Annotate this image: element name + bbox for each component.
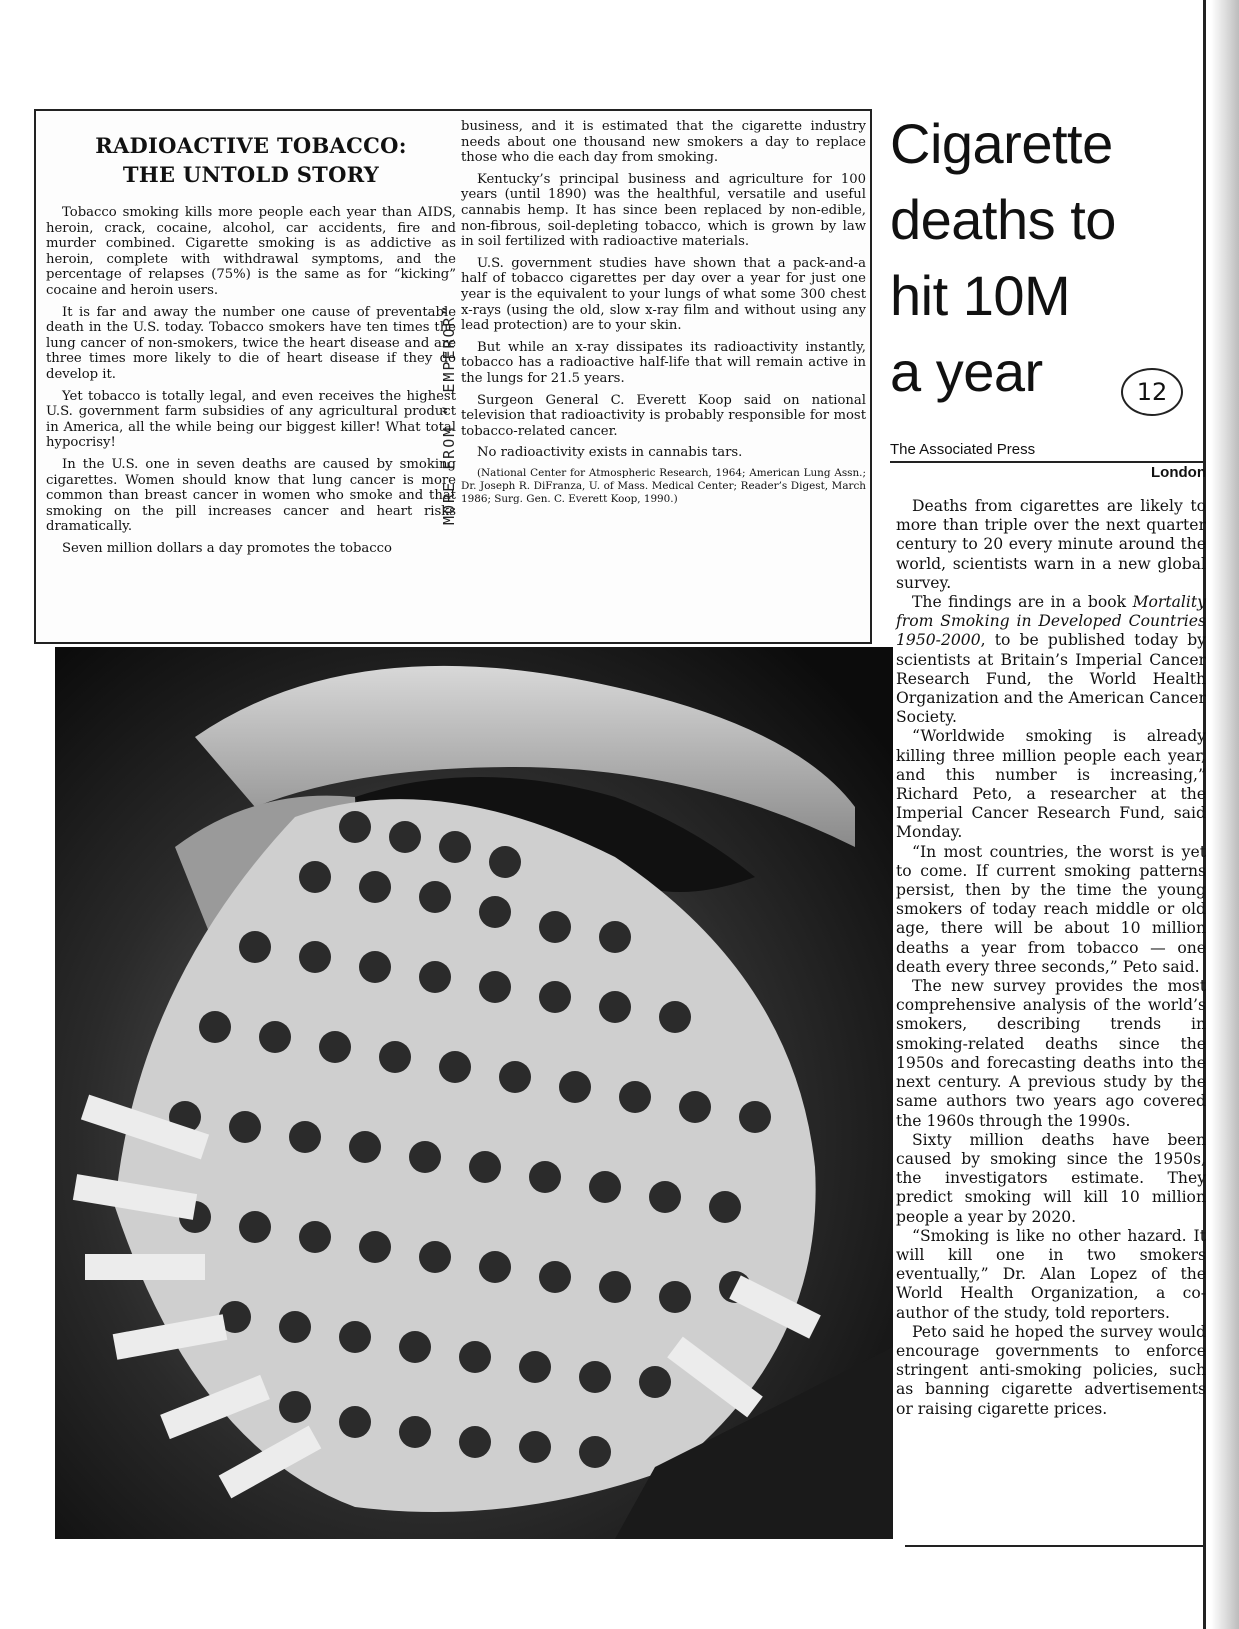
article-paragraph: Deaths from cigarettes are likely to more than triple over the next quarter century to 20 every minute around the world, scientists warn in a new global survey. (896, 497, 1206, 592)
byline-text: The Associated Press (890, 441, 1036, 458)
box-title-line-1: RADIOACTIVE TOBACCO: (95, 133, 407, 158)
box-paragraph: No radioactivity exists in cannabis tars. (477, 445, 743, 461)
box-paragraph: business, and it is estimated that the cigarette industry needs about one thousand new smokers a day to replace those who die each day from smoking. (461, 119, 866, 166)
article-headline (890, 106, 1210, 410)
article-body (896, 497, 1206, 1419)
handwritten-page-number: 12 (1121, 368, 1183, 416)
headline-line-3: hit 10M (890, 264, 1071, 327)
box-paragraph: Seven million dollars a day promotes the tobacco (62, 540, 392, 556)
article-paragraph: Peto said he hoped the survey would encourage governments to enforce stringent anti-smoking policies, such as banning cigarette advertisements or raising cigarette prices. (896, 1322, 1206, 1418)
byline-rule (890, 461, 1206, 463)
article-paragraph: “In most countries, the worst is yet to come. If current smoking patterns persist, then by the time the young smokers of today reach middle or old age, there will be about 10 million deaths a year from tobacco — one death every three seconds,” Peto said. (896, 842, 1206, 976)
book-title: Mortality from Smoking in Developed Countries 1950-2000 (896, 593, 1206, 650)
headline-line-1: Cigarette (890, 112, 1113, 175)
box-column-left (46, 117, 456, 562)
page-edge-shadow (1211, 0, 1239, 1629)
article-end-rule (905, 1545, 1205, 1547)
byline (890, 441, 1206, 458)
article-paragraph: “Worldwide smoking is already killing three million people each year, and this number is increasing,” Richard Peto, a researcher at the Imperial Cancer Research Fund, said Monday. (896, 727, 1206, 842)
box-sources: (National Center for Atmospheric Research, 1964; American Lung Assn.; Dr. Joseph R. DiFranza, U. of Mass. Medical Center; Reader’s Digest, March 1986; Surg. Gen. C. Everett Koop, 1990.) (461, 466, 866, 505)
article-paragraph: The new survey provides the most comprehensive analysis of the world’s smokers, describing trends in smoking-related deaths since the 1950s and forecasting deaths into the next century. A previous study by the same authors two years ago covered the 1960s through the 1990s. (896, 977, 1206, 1130)
dateline: London (1151, 464, 1206, 481)
box-paragraph: Surgeon General C. Everett Koop said on national television that radioactivity is probably responsible for most tobacco-related cancer. (461, 392, 866, 439)
article-paragraph-tail: , to be published today by scientists at Britain’s Imperial Cancer Research Fund, the World Health Organization and the American Cancer Society. (896, 631, 1206, 727)
box-paragraph: Yet tobacco is totally legal, and even receives the highest U.S. government farm subsidies of any agricultural product in America, all the while being our biggest killer! What total hypocrisy! (46, 388, 456, 451)
article-paragraph: Sixty million deaths have been caused by smoking since the 1950s, the investigators estimate. They predict smoking will kill 10 million people a year by 2020. (896, 1130, 1206, 1226)
article-paragraph: “Smoking is like no other hazard. It will kill one in two smokers eventually,” Dr. Alan Lopez of the World Health Organization, a co-author of the study, told reporters. (896, 1226, 1206, 1322)
box-paragraph: In the U.S. one in seven deaths are caused by smoking cigarettes. Women should know that lung cancer is more common than breast cancer in women who smoke and that smoking on the pill increases cancer and heart risks dramatically. (46, 456, 456, 535)
box-paragraph: But while an x-ray dissipates its radioactivity instantly, tobacco has a radioactive half-life that will remain active in the lungs for 21.5 years. (461, 339, 866, 386)
article-paragraph-lead: The findings are in a book (912, 593, 1127, 612)
box-column-right (461, 119, 866, 512)
box-paragraph: Kentucky’s principal business and agriculture for 100 years (until 1890) was the healthful, versatile and useful cannabis hemp. It has since been replaced by non-edible, non-fibrous, soil-depleting tobacco, which is grown by law in soil fertilized with radioactive materials. (461, 171, 866, 250)
box-title-line-2: THE UNTOLD STORY (122, 162, 380, 187)
cigarette-mask-photo (55, 647, 893, 1539)
handwritten-note: MORE FROM “ EMPEROR” (440, 304, 458, 525)
headline-line-4: a year (890, 340, 1043, 403)
box-paragraph: Tobacco smoking kills more people each year than AIDS, heroin, crack, cocaine, alcohol, car accidents, fire and murder combined. Cigarette smoking is as addictive as heroin, complete with withdrawal symptoms, and the percentage of relapses (75%) is the same as for “kicking” cocaine and heroin users. (46, 205, 456, 298)
box-paragraph: U.S. government studies have shown that a pack-and-a half of tobacco cigarettes per day over a year for just one year is the equivalent to your lungs of what some 300 chest x-rays (using the old, slow x-ray film and without using any lead protection) are to your skin. (461, 255, 866, 334)
headline-line-2: deaths to (890, 188, 1116, 251)
box-paragraph: It is far and away the number one cause of preventable death in the U.S. today. Tobacco smokers have ten times the lung cancer of non-smokers, twice the heart disease and are three times more likely to die of heart disease if they do develop it. (46, 304, 456, 382)
box-title (46, 131, 456, 189)
photo-image (55, 647, 893, 1539)
article-paragraph (896, 593, 1206, 727)
